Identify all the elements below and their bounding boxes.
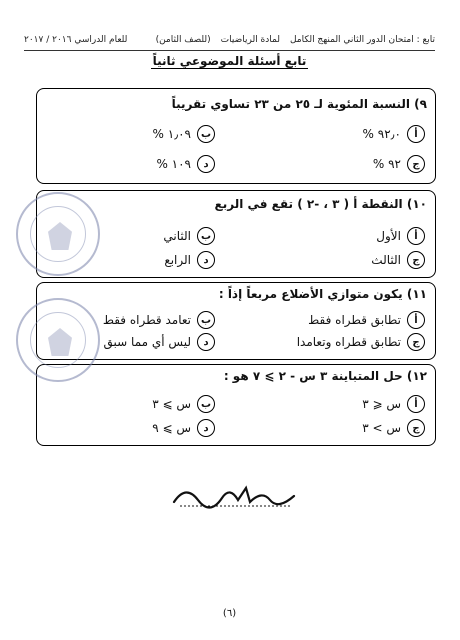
- option-text: ليس أي مما سبق: [103, 335, 191, 349]
- option-text: الأول: [376, 229, 401, 243]
- header-divider: [24, 50, 435, 51]
- option-c[interactable]: [362, 419, 425, 437]
- option-letter-circle: د: [197, 333, 215, 351]
- option-letter-circle: د: [197, 251, 215, 269]
- option-text: ١٠٩ %: [156, 157, 191, 171]
- option-letter-circle: أ: [407, 395, 425, 413]
- question-stem: ١١) يكون متوازي الأضلاع مربعاً إذاً :: [218, 287, 427, 301]
- question-box-9: [36, 88, 436, 184]
- header-continuation: تابع : امتحان الدور الثاني المنهج الكامل: [289, 35, 435, 45]
- option-b[interactable]: [103, 311, 215, 329]
- option-letter-circle: أ: [407, 125, 425, 143]
- option-a[interactable]: [362, 395, 425, 413]
- option-a[interactable]: [308, 311, 425, 329]
- option-text: س > ٣: [362, 421, 401, 435]
- option-c[interactable]: [297, 333, 425, 351]
- option-text: الثالث: [371, 253, 401, 267]
- question-box-12: [36, 364, 436, 446]
- header-grade: (للصف الثامن): [155, 35, 211, 45]
- option-a[interactable]: [363, 125, 425, 143]
- option-text: تعامد قطراه فقط: [102, 313, 191, 327]
- option-letter-circle: ج: [407, 419, 425, 437]
- question-stem: ٩) النسبة المئوية لـ ٢٥ من ٢٣ تساوي تقريباً: [171, 97, 427, 111]
- option-text: س ⩽ ٣: [362, 397, 401, 411]
- option-text: تطابق قطراه وتعامدا: [296, 335, 401, 349]
- option-d[interactable]: [104, 333, 215, 351]
- official-stamp-icon: [16, 192, 100, 276]
- question-stem: ١٢) حل المتباينة ٣ س - ٢ ⩾ ٧ هو :: [223, 369, 427, 383]
- option-letter-circle: ب: [197, 311, 215, 329]
- option-d[interactable]: [152, 419, 215, 437]
- option-letter-circle: ج: [407, 333, 425, 351]
- option-text: ١٫٠٩ %: [152, 127, 191, 141]
- option-letter-circle: أ: [407, 311, 425, 329]
- official-stamp-icon: [16, 298, 100, 382]
- option-b[interactable]: [153, 125, 215, 143]
- option-letter-circle: ب: [197, 227, 215, 245]
- option-letter-circle: ج: [407, 155, 425, 173]
- option-c[interactable]: [373, 155, 425, 173]
- option-text: الثاني: [163, 229, 191, 243]
- option-text: الرابع: [164, 253, 191, 267]
- option-letter-circle: ب: [197, 395, 215, 413]
- option-d[interactable]: [164, 251, 215, 269]
- option-b[interactable]: [152, 395, 215, 413]
- option-letter-circle: أ: [407, 227, 425, 245]
- signature-icon: [166, 480, 306, 510]
- option-text: س ⩾ ٩: [152, 421, 191, 435]
- option-letter-circle: د: [197, 419, 215, 437]
- header-year: للعام الدراسي ٢٠١٦ / ٢٠١٧: [24, 35, 128, 45]
- page-number: (٦): [222, 608, 237, 619]
- option-text: س ⩾ ٣: [152, 397, 191, 411]
- option-text: ٩٢ %: [372, 157, 401, 171]
- exam-header: [24, 32, 435, 48]
- option-letter-circle: ب: [197, 125, 215, 143]
- option-text: تطابق قطراه فقط: [308, 313, 401, 327]
- section-title: تابع أسئلة الموضوعي ثانياً: [152, 54, 307, 68]
- option-b[interactable]: [163, 227, 215, 245]
- option-text: ٩٢٫٠ %: [362, 127, 401, 141]
- option-d[interactable]: [156, 155, 215, 173]
- header-subject: لمادة الرياضيات: [220, 35, 280, 45]
- option-c[interactable]: [371, 251, 425, 269]
- exam-page: [16, 30, 443, 620]
- option-letter-circle: ج: [407, 251, 425, 269]
- option-letter-circle: د: [197, 155, 215, 173]
- question-stem: ١٠) النقطة أ ( ٣ ، -٢ ) تقع في الربع: [214, 197, 427, 211]
- option-a[interactable]: [376, 227, 425, 245]
